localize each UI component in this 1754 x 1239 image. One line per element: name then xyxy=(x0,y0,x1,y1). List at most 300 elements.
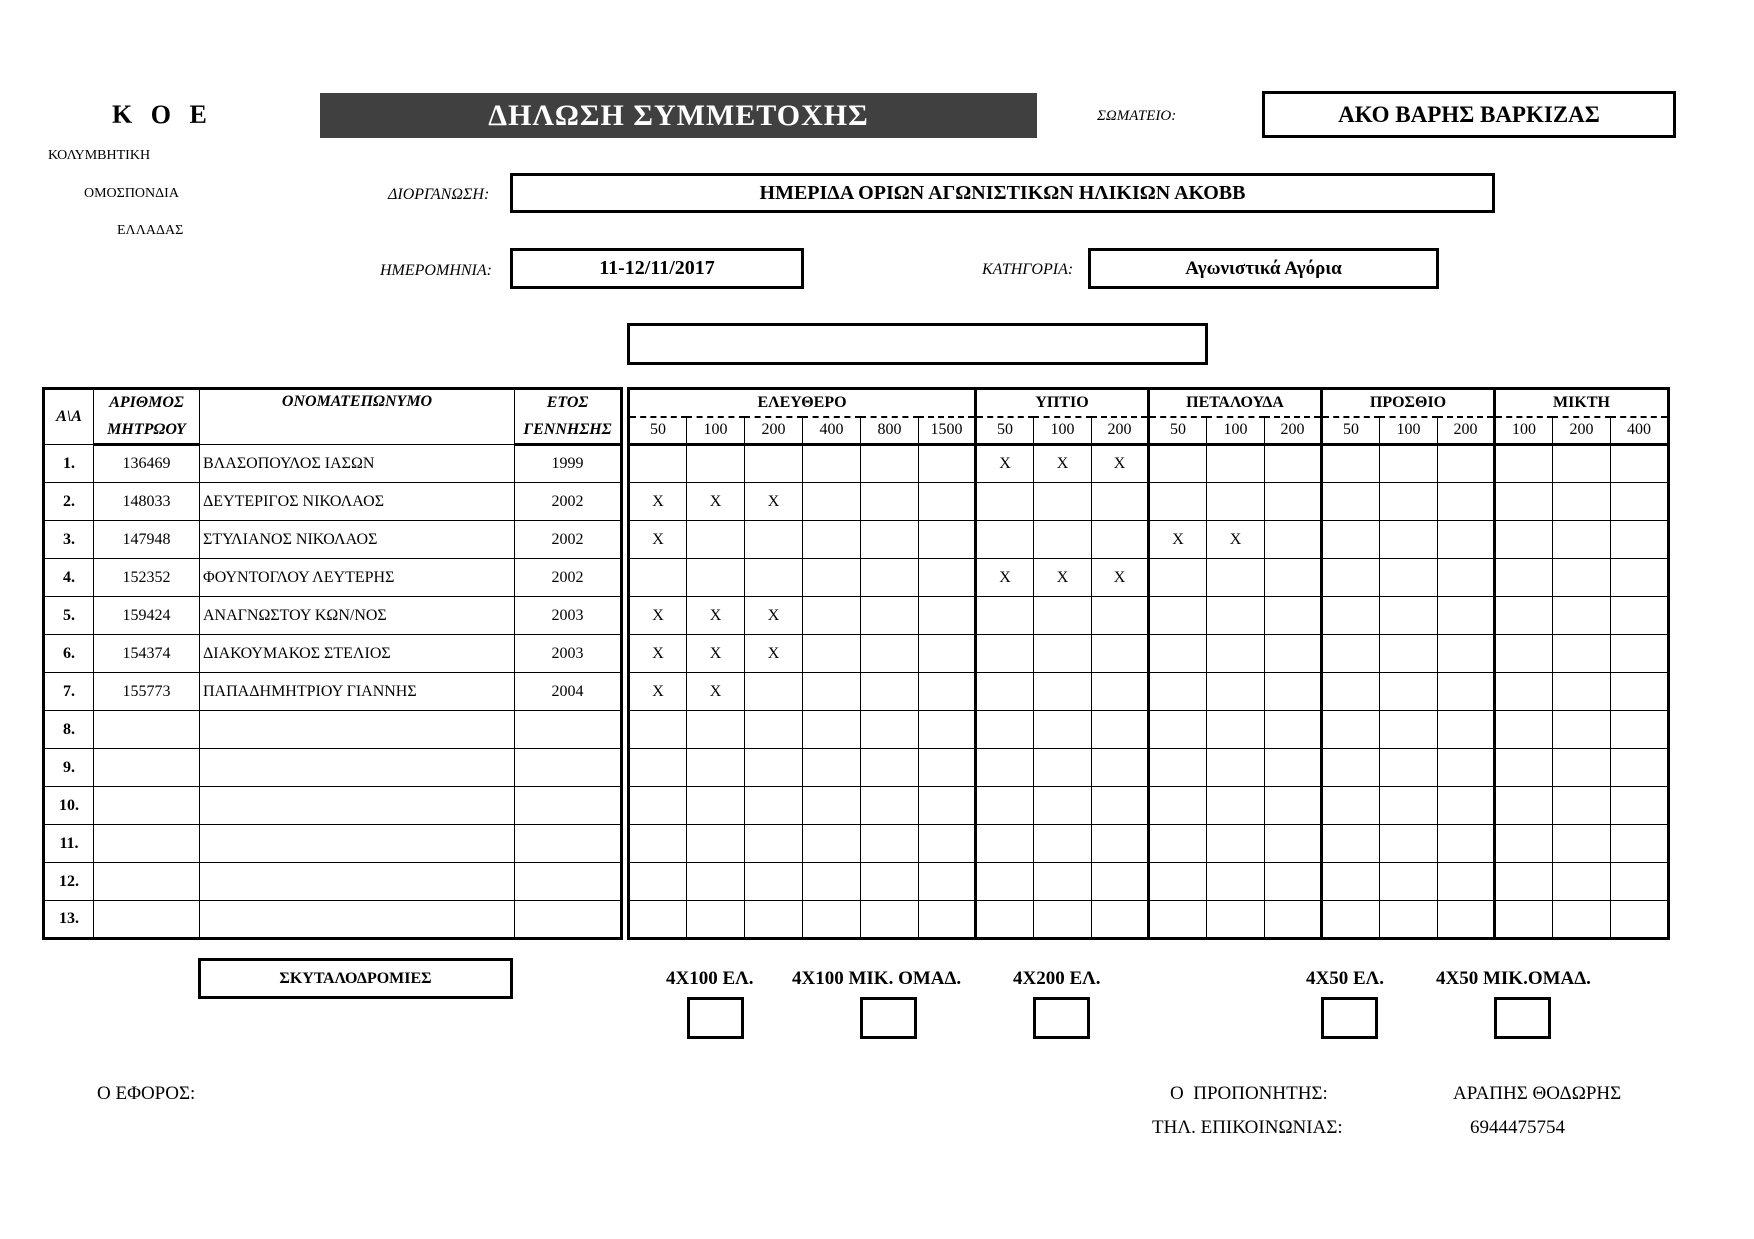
event-mark-cell[interactable] xyxy=(1495,521,1553,559)
event-mark-cell[interactable] xyxy=(1207,597,1265,635)
event-mark-cell[interactable] xyxy=(861,711,919,749)
event-mark-cell[interactable] xyxy=(1495,711,1553,749)
event-mark-cell[interactable] xyxy=(919,749,976,787)
event-mark-cell[interactable] xyxy=(1149,749,1207,787)
event-mark-cell[interactable] xyxy=(1553,483,1611,521)
event-mark-cell[interactable] xyxy=(745,559,803,597)
event-mark-cell[interactable] xyxy=(1495,863,1553,901)
event-mark-cell[interactable] xyxy=(919,901,976,939)
event-mark-cell[interactable] xyxy=(1149,559,1207,597)
event-mark-cell[interactable] xyxy=(1034,635,1092,673)
event-mark-cell[interactable] xyxy=(861,521,919,559)
event-mark-cell[interactable] xyxy=(803,597,861,635)
distance-header: 100 xyxy=(1495,417,1553,445)
birth-year-cell[interactable]: 2002 xyxy=(515,521,622,559)
event-mark-cell[interactable] xyxy=(687,749,745,787)
event-mark-cell[interactable] xyxy=(861,749,919,787)
athlete-name-cell[interactable]: ΔΕΥΤΕΡΙΓΟΣ ΝΙΚΟΛΑΟΣ xyxy=(200,483,515,521)
event-mark-cell[interactable] xyxy=(861,559,919,597)
event-mark-cell[interactable] xyxy=(1611,483,1669,521)
event-mark-cell[interactable] xyxy=(1322,483,1380,521)
event-mark-cell[interactable] xyxy=(803,787,861,825)
event-mark-cell[interactable] xyxy=(1149,787,1207,825)
event-mark-cell[interactable] xyxy=(1438,901,1495,939)
event-mark-cell[interactable] xyxy=(1553,711,1611,749)
event-mark-cell[interactable] xyxy=(687,863,745,901)
registry-number-cell[interactable] xyxy=(94,825,200,863)
event-mark-cell[interactable] xyxy=(1207,749,1265,787)
event-mark-cell[interactable] xyxy=(1553,825,1611,863)
event-mark-cell[interactable] xyxy=(1034,825,1092,863)
row-number: 2. xyxy=(44,483,94,521)
event-mark-cell[interactable] xyxy=(629,787,687,825)
event-mark-cell[interactable] xyxy=(919,635,976,673)
registry-number-cell[interactable]: 148033 xyxy=(94,483,200,521)
event-mark-cell[interactable]: X xyxy=(687,483,745,521)
event-mark-cell[interactable] xyxy=(629,825,687,863)
relay-checkbox-4x200-free[interactable] xyxy=(1033,997,1090,1039)
event-mark-cell[interactable] xyxy=(1034,673,1092,711)
event-mark-cell[interactable] xyxy=(919,559,976,597)
birth-year-cell[interactable] xyxy=(515,901,622,939)
event-mark-cell[interactable] xyxy=(976,597,1034,635)
event-mark-cell[interactable] xyxy=(976,711,1034,749)
athlete-name-cell[interactable]: ΒΛΑΣΟΠΟΥΛΟΣ ΙΑΣΩΝ xyxy=(200,445,515,483)
event-mark-cell[interactable]: X xyxy=(629,635,687,673)
event-mark-cell[interactable] xyxy=(1149,863,1207,901)
relay-label-3: 4Χ200 ΕΛ. xyxy=(1013,968,1101,989)
event-mark-cell[interactable] xyxy=(1322,711,1380,749)
event-mark-cell[interactable] xyxy=(1380,521,1438,559)
event-mark-cell[interactable] xyxy=(1438,863,1495,901)
club-field[interactable] xyxy=(1262,91,1676,138)
relay-checkbox-4x100-free[interactable] xyxy=(687,997,744,1039)
event-mark-cell[interactable] xyxy=(1322,673,1380,711)
event-mark-cell[interactable] xyxy=(1611,559,1669,597)
event-mark-cell[interactable] xyxy=(1553,521,1611,559)
athlete-name-cell[interactable]: ΔΙΑΚΟΥΜΑΚΟΣ ΣΤΕΛΙΟΣ xyxy=(200,635,515,673)
event-mark-cell[interactable] xyxy=(1611,787,1669,825)
event-mark-cell[interactable] xyxy=(1265,559,1322,597)
event-mark-cell[interactable] xyxy=(1553,749,1611,787)
distance-header: 100 xyxy=(1207,417,1265,445)
event-mark-cell[interactable] xyxy=(1322,559,1380,597)
event-mark-cell[interactable]: X xyxy=(976,445,1034,483)
event-mark-cell[interactable] xyxy=(1611,521,1669,559)
event-mark-cell[interactable] xyxy=(1265,483,1322,521)
event-mark-cell[interactable]: X xyxy=(1092,559,1149,597)
event-mark-cell[interactable] xyxy=(745,445,803,483)
event-mark-cell[interactable] xyxy=(1092,825,1149,863)
event-mark-cell[interactable] xyxy=(1265,749,1322,787)
event-mark-cell[interactable] xyxy=(1495,749,1553,787)
event-mark-cell[interactable] xyxy=(1034,483,1092,521)
event-mark-cell[interactable] xyxy=(1034,787,1092,825)
event-mark-cell[interactable] xyxy=(803,863,861,901)
event-mark-cell[interactable] xyxy=(1553,673,1611,711)
birth-year-cell[interactable]: 2002 xyxy=(515,559,622,597)
event-mark-cell[interactable] xyxy=(1322,787,1380,825)
event-mark-cell[interactable] xyxy=(745,711,803,749)
organizer-label: ΔΙΟΡΓΑΝΩΣΗ: xyxy=(388,186,490,203)
athlete-name-cell[interactable]: ΦΟΥΝΤΟΓΛΟΥ ΛΕΥΤΕΡΗΣ xyxy=(200,559,515,597)
event-mark-cell[interactable] xyxy=(1034,863,1092,901)
event-mark-cell[interactable] xyxy=(1207,787,1265,825)
event-mark-cell[interactable] xyxy=(1380,483,1438,521)
event-mark-cell[interactable] xyxy=(1034,711,1092,749)
row-number: 6. xyxy=(44,635,94,673)
event-mark-cell[interactable] xyxy=(1380,673,1438,711)
org-abbreviation: Κ Ο Ε xyxy=(112,100,213,129)
event-mark-cell[interactable]: X xyxy=(1034,445,1092,483)
birth-year-cell[interactable]: 2004 xyxy=(515,673,622,711)
event-mark-cell[interactable] xyxy=(1207,673,1265,711)
event-mark-cell[interactable] xyxy=(1553,787,1611,825)
athlete-name-cell[interactable]: ΑΝΑΓΝΩΣΤΟΥ ΚΩΝ/ΝΟΣ xyxy=(200,597,515,635)
event-mark-cell[interactable] xyxy=(687,787,745,825)
organizer-field[interactable] xyxy=(510,173,1495,213)
event-mark-cell[interactable] xyxy=(1553,445,1611,483)
event-mark-cell[interactable] xyxy=(1207,559,1265,597)
event-mark-cell[interactable] xyxy=(687,559,745,597)
event-mark-cell[interactable] xyxy=(1380,445,1438,483)
birth-year-cell[interactable] xyxy=(515,711,622,749)
registry-number-cell[interactable] xyxy=(94,787,200,825)
event-mark-cell[interactable] xyxy=(1092,521,1149,559)
registry-number-cell[interactable]: 155773 xyxy=(94,673,200,711)
event-mark-cell[interactable]: X xyxy=(629,597,687,635)
date-field[interactable] xyxy=(510,248,804,289)
athlete-name-cell[interactable] xyxy=(200,749,515,787)
org-line-1: ΚΟΛΥΜΒΗΤΙΚΗ xyxy=(48,148,151,163)
event-mark-cell[interactable] xyxy=(976,673,1034,711)
event-mark-cell[interactable] xyxy=(1207,825,1265,863)
event-mark-cell[interactable] xyxy=(919,787,976,825)
event-mark-cell[interactable] xyxy=(1207,635,1265,673)
event-mark-cell[interactable] xyxy=(919,483,976,521)
event-mark-cell[interactable] xyxy=(1495,635,1553,673)
event-mark-cell[interactable] xyxy=(976,863,1034,901)
registry-number-cell[interactable] xyxy=(94,749,200,787)
event-mark-cell[interactable] xyxy=(861,673,919,711)
event-mark-cell[interactable] xyxy=(919,673,976,711)
event-mark-cell[interactable]: X xyxy=(687,673,745,711)
event-mark-cell[interactable] xyxy=(919,863,976,901)
event-mark-cell[interactable] xyxy=(1265,787,1322,825)
event-mark-cell[interactable] xyxy=(976,787,1034,825)
event-mark-cell[interactable] xyxy=(745,825,803,863)
event-mark-cell[interactable] xyxy=(1149,483,1207,521)
event-mark-cell[interactable] xyxy=(1092,863,1149,901)
athlete-name-cell[interactable] xyxy=(200,901,515,939)
event-mark-cell[interactable] xyxy=(1438,673,1495,711)
event-mark-cell[interactable]: X xyxy=(1092,445,1149,483)
event-mark-cell[interactable] xyxy=(1380,749,1438,787)
event-mark-cell[interactable] xyxy=(861,635,919,673)
event-mark-cell[interactable] xyxy=(976,483,1034,521)
event-mark-cell[interactable] xyxy=(1092,597,1149,635)
event-mark-cell[interactable] xyxy=(1322,901,1380,939)
event-mark-cell[interactable] xyxy=(1380,635,1438,673)
event-mark-cell[interactable] xyxy=(1380,597,1438,635)
event-mark-cell[interactable] xyxy=(1265,445,1322,483)
event-mark-cell[interactable]: X xyxy=(687,597,745,635)
event-mark-cell[interactable] xyxy=(803,749,861,787)
registry-number-cell[interactable]: 152352 xyxy=(94,559,200,597)
event-mark-cell[interactable] xyxy=(861,787,919,825)
event-mark-cell[interactable] xyxy=(1207,445,1265,483)
athlete-name-cell[interactable] xyxy=(200,711,515,749)
event-mark-cell[interactable] xyxy=(1495,483,1553,521)
registry-number-cell[interactable]: 154374 xyxy=(94,635,200,673)
birth-year-cell[interactable]: 1999 xyxy=(515,445,622,483)
event-mark-cell[interactable] xyxy=(919,445,976,483)
event-mark-cell[interactable] xyxy=(745,521,803,559)
event-mark-cell[interactable] xyxy=(1380,863,1438,901)
event-mark-cell[interactable] xyxy=(1149,597,1207,635)
event-mark-cell[interactable]: X xyxy=(745,635,803,673)
birth-year-cell[interactable]: 2002 xyxy=(515,483,622,521)
event-mark-cell[interactable] xyxy=(687,825,745,863)
event-mark-cell[interactable]: X xyxy=(629,521,687,559)
event-mark-cell[interactable] xyxy=(1322,521,1380,559)
event-mark-cell[interactable] xyxy=(1092,635,1149,673)
event-mark-cell[interactable] xyxy=(1092,673,1149,711)
row-number: 10. xyxy=(44,787,94,825)
event-mark-cell[interactable] xyxy=(919,825,976,863)
table-gap xyxy=(622,445,629,483)
event-mark-cell[interactable] xyxy=(629,749,687,787)
event-mark-cell[interactable] xyxy=(861,483,919,521)
registry-number-cell[interactable]: 159424 xyxy=(94,597,200,635)
birth-year-cell[interactable] xyxy=(515,825,622,863)
event-mark-cell[interactable] xyxy=(1380,711,1438,749)
event-mark-cell[interactable] xyxy=(1092,711,1149,749)
event-mark-cell[interactable] xyxy=(1495,597,1553,635)
table-gap xyxy=(622,749,629,787)
event-mark-cell[interactable] xyxy=(1380,787,1438,825)
event-mark-cell[interactable] xyxy=(687,445,745,483)
event-mark-cell[interactable] xyxy=(1611,673,1669,711)
event-mark-cell[interactable] xyxy=(1611,863,1669,901)
event-mark-cell[interactable] xyxy=(861,597,919,635)
event-mark-cell[interactable] xyxy=(687,711,745,749)
event-mark-cell[interactable] xyxy=(976,901,1034,939)
event-mark-cell[interactable] xyxy=(745,787,803,825)
event-mark-cell[interactable] xyxy=(1438,445,1495,483)
event-mark-cell[interactable] xyxy=(803,635,861,673)
event-mark-cell[interactable]: X xyxy=(687,635,745,673)
event-mark-cell[interactable] xyxy=(1149,635,1207,673)
event-mark-cell[interactable] xyxy=(861,445,919,483)
category-field[interactable] xyxy=(1088,248,1439,289)
event-mark-cell[interactable] xyxy=(861,863,919,901)
birth-year-cell[interactable] xyxy=(515,787,622,825)
event-mark-cell[interactable] xyxy=(1034,597,1092,635)
event-mark-cell[interactable] xyxy=(1438,521,1495,559)
event-mark-cell[interactable] xyxy=(1611,711,1669,749)
event-mark-cell[interactable] xyxy=(803,483,861,521)
event-mark-cell[interactable] xyxy=(1495,825,1553,863)
event-mark-cell[interactable] xyxy=(1034,749,1092,787)
event-mark-cell[interactable] xyxy=(803,673,861,711)
event-mark-cell[interactable]: X xyxy=(976,559,1034,597)
event-mark-cell[interactable] xyxy=(1322,863,1380,901)
event-mark-cell[interactable] xyxy=(1438,559,1495,597)
relay-checkbox-4x50-free[interactable] xyxy=(1321,997,1378,1039)
event-mark-cell[interactable] xyxy=(1149,673,1207,711)
event-mark-cell[interactable] xyxy=(976,749,1034,787)
event-mark-cell[interactable] xyxy=(1611,597,1669,635)
event-mark-cell[interactable]: X xyxy=(1034,559,1092,597)
event-mark-cell[interactable] xyxy=(629,559,687,597)
event-mark-cell[interactable] xyxy=(976,521,1034,559)
event-mark-cell[interactable] xyxy=(1438,635,1495,673)
event-mark-cell[interactable] xyxy=(803,445,861,483)
birth-year-cell[interactable] xyxy=(515,863,622,901)
event-mark-cell[interactable] xyxy=(1611,445,1669,483)
event-mark-cell[interactable] xyxy=(1438,749,1495,787)
athlete-name-cell[interactable] xyxy=(200,825,515,863)
registry-number-cell[interactable] xyxy=(94,901,200,939)
event-mark-cell[interactable] xyxy=(1438,711,1495,749)
event-mark-cell[interactable] xyxy=(1092,483,1149,521)
birth-year-cell[interactable]: 2003 xyxy=(515,635,622,673)
event-mark-cell[interactable] xyxy=(1495,787,1553,825)
event-mark-cell[interactable] xyxy=(687,901,745,939)
event-mark-cell[interactable] xyxy=(1438,825,1495,863)
event-mark-cell[interactable] xyxy=(1092,787,1149,825)
event-mark-cell[interactable] xyxy=(1092,901,1149,939)
event-mark-cell[interactable] xyxy=(1265,673,1322,711)
event-mark-cell[interactable] xyxy=(919,521,976,559)
table-gap xyxy=(622,673,629,711)
table-row xyxy=(44,445,1669,483)
relay-checkbox-4x100-medley[interactable] xyxy=(860,997,917,1039)
athlete-name-cell[interactable] xyxy=(200,863,515,901)
event-mark-cell[interactable] xyxy=(976,635,1034,673)
extra-field[interactable] xyxy=(627,323,1208,365)
athlete-name-cell[interactable]: ΠΑΠΑΔΗΜΗΤΡΙΟΥ ΓΙΑΝΝΗΣ xyxy=(200,673,515,711)
event-mark-cell[interactable] xyxy=(803,559,861,597)
event-mark-cell[interactable] xyxy=(745,863,803,901)
event-mark-cell[interactable] xyxy=(629,711,687,749)
event-mark-cell[interactable] xyxy=(1322,749,1380,787)
event-mark-cell[interactable] xyxy=(1207,711,1265,749)
registry-number-cell[interactable]: 136469 xyxy=(94,445,200,483)
relay-checkbox-4x50-medley[interactable] xyxy=(1494,997,1551,1039)
event-mark-cell[interactable] xyxy=(629,445,687,483)
event-mark-cell[interactable] xyxy=(1149,711,1207,749)
event-mark-cell[interactable] xyxy=(1438,787,1495,825)
event-mark-cell[interactable] xyxy=(1380,825,1438,863)
registry-number-cell[interactable] xyxy=(94,863,200,901)
event-mark-cell[interactable] xyxy=(1149,445,1207,483)
registry-number-cell[interactable]: 147948 xyxy=(94,521,200,559)
event-mark-cell[interactable] xyxy=(803,825,861,863)
event-mark-cell[interactable] xyxy=(629,863,687,901)
event-mark-cell[interactable] xyxy=(1265,711,1322,749)
event-mark-cell[interactable]: X xyxy=(629,483,687,521)
event-mark-cell[interactable] xyxy=(1553,559,1611,597)
athlete-name-cell[interactable] xyxy=(200,787,515,825)
event-mark-cell[interactable] xyxy=(1611,635,1669,673)
event-mark-cell[interactable] xyxy=(629,901,687,939)
event-mark-cell[interactable] xyxy=(1265,521,1322,559)
event-mark-cell[interactable] xyxy=(976,825,1034,863)
event-mark-cell[interactable] xyxy=(1265,825,1322,863)
event-mark-cell[interactable] xyxy=(1380,559,1438,597)
event-mark-cell[interactable] xyxy=(1149,901,1207,939)
event-mark-cell[interactable] xyxy=(1207,863,1265,901)
event-mark-cell[interactable] xyxy=(1207,483,1265,521)
event-mark-cell[interactable] xyxy=(803,901,861,939)
event-mark-cell[interactable] xyxy=(745,749,803,787)
event-mark-cell[interactable] xyxy=(1553,901,1611,939)
distance-header: 200 xyxy=(1553,417,1611,445)
athlete-name-cell[interactable]: ΣΤΥΛΙΑΝΟΣ ΝΙΚΟΛΑΟΣ xyxy=(200,521,515,559)
event-mark-cell[interactable]: X xyxy=(629,673,687,711)
event-mark-cell[interactable] xyxy=(1034,901,1092,939)
event-mark-cell[interactable] xyxy=(1553,635,1611,673)
event-mark-cell[interactable] xyxy=(1265,863,1322,901)
event-mark-cell[interactable] xyxy=(1265,635,1322,673)
event-mark-cell[interactable] xyxy=(1495,901,1553,939)
event-mark-cell[interactable] xyxy=(1553,597,1611,635)
event-mark-cell[interactable] xyxy=(1207,901,1265,939)
event-mark-cell[interactable]: X xyxy=(1149,521,1207,559)
event-mark-cell[interactable] xyxy=(1495,559,1553,597)
organizer-value: ΗΜΕΡΙΔΑ ΟΡΙΩΝ ΑΓΩΝΙΣΤΙΚΩΝ ΗΛΙΚΙΩΝ ΑΚΟΒΒ xyxy=(759,181,1246,204)
birth-year-cell[interactable] xyxy=(515,749,622,787)
event-mark-cell[interactable] xyxy=(745,673,803,711)
event-mark-cell[interactable] xyxy=(1322,635,1380,673)
event-mark-cell[interactable] xyxy=(1322,597,1380,635)
event-mark-cell[interactable] xyxy=(803,711,861,749)
event-mark-cell[interactable] xyxy=(1438,597,1495,635)
event-mark-cell[interactable] xyxy=(1092,749,1149,787)
event-mark-cell[interactable] xyxy=(1611,901,1669,939)
event-mark-cell[interactable] xyxy=(803,521,861,559)
event-mark-cell[interactable] xyxy=(919,597,976,635)
event-mark-cell[interactable] xyxy=(861,901,919,939)
coach-label: Ο ΠΡΟΠΟΝΗΤΗΣ: xyxy=(1170,1083,1328,1104)
event-mark-cell[interactable] xyxy=(1322,825,1380,863)
event-mark-cell[interactable] xyxy=(1265,901,1322,939)
registry-number-cell[interactable] xyxy=(94,711,200,749)
event-mark-cell[interactable] xyxy=(1553,863,1611,901)
event-mark-cell[interactable] xyxy=(1611,749,1669,787)
event-mark-cell[interactable] xyxy=(745,901,803,939)
event-mark-cell[interactable] xyxy=(687,521,745,559)
event-mark-cell[interactable] xyxy=(1322,445,1380,483)
event-mark-cell[interactable] xyxy=(1495,673,1553,711)
event-mark-cell[interactable] xyxy=(1438,483,1495,521)
event-mark-cell[interactable]: X xyxy=(745,597,803,635)
event-mark-cell[interactable]: X xyxy=(745,483,803,521)
event-mark-cell[interactable] xyxy=(919,711,976,749)
event-mark-cell[interactable] xyxy=(1034,521,1092,559)
event-mark-cell[interactable]: X xyxy=(1207,521,1265,559)
club-value: ΑΚΟ ΒΑΡΗΣ ΒΑΡΚΙΖΑΣ xyxy=(1338,101,1600,127)
event-mark-cell[interactable] xyxy=(861,825,919,863)
event-mark-cell[interactable] xyxy=(1149,825,1207,863)
event-mark-cell[interactable] xyxy=(1380,901,1438,939)
birth-year-cell[interactable]: 2003 xyxy=(515,597,622,635)
event-mark-cell[interactable] xyxy=(1611,825,1669,863)
event-mark-cell[interactable] xyxy=(1265,597,1322,635)
event-mark-cell[interactable] xyxy=(1495,445,1553,483)
